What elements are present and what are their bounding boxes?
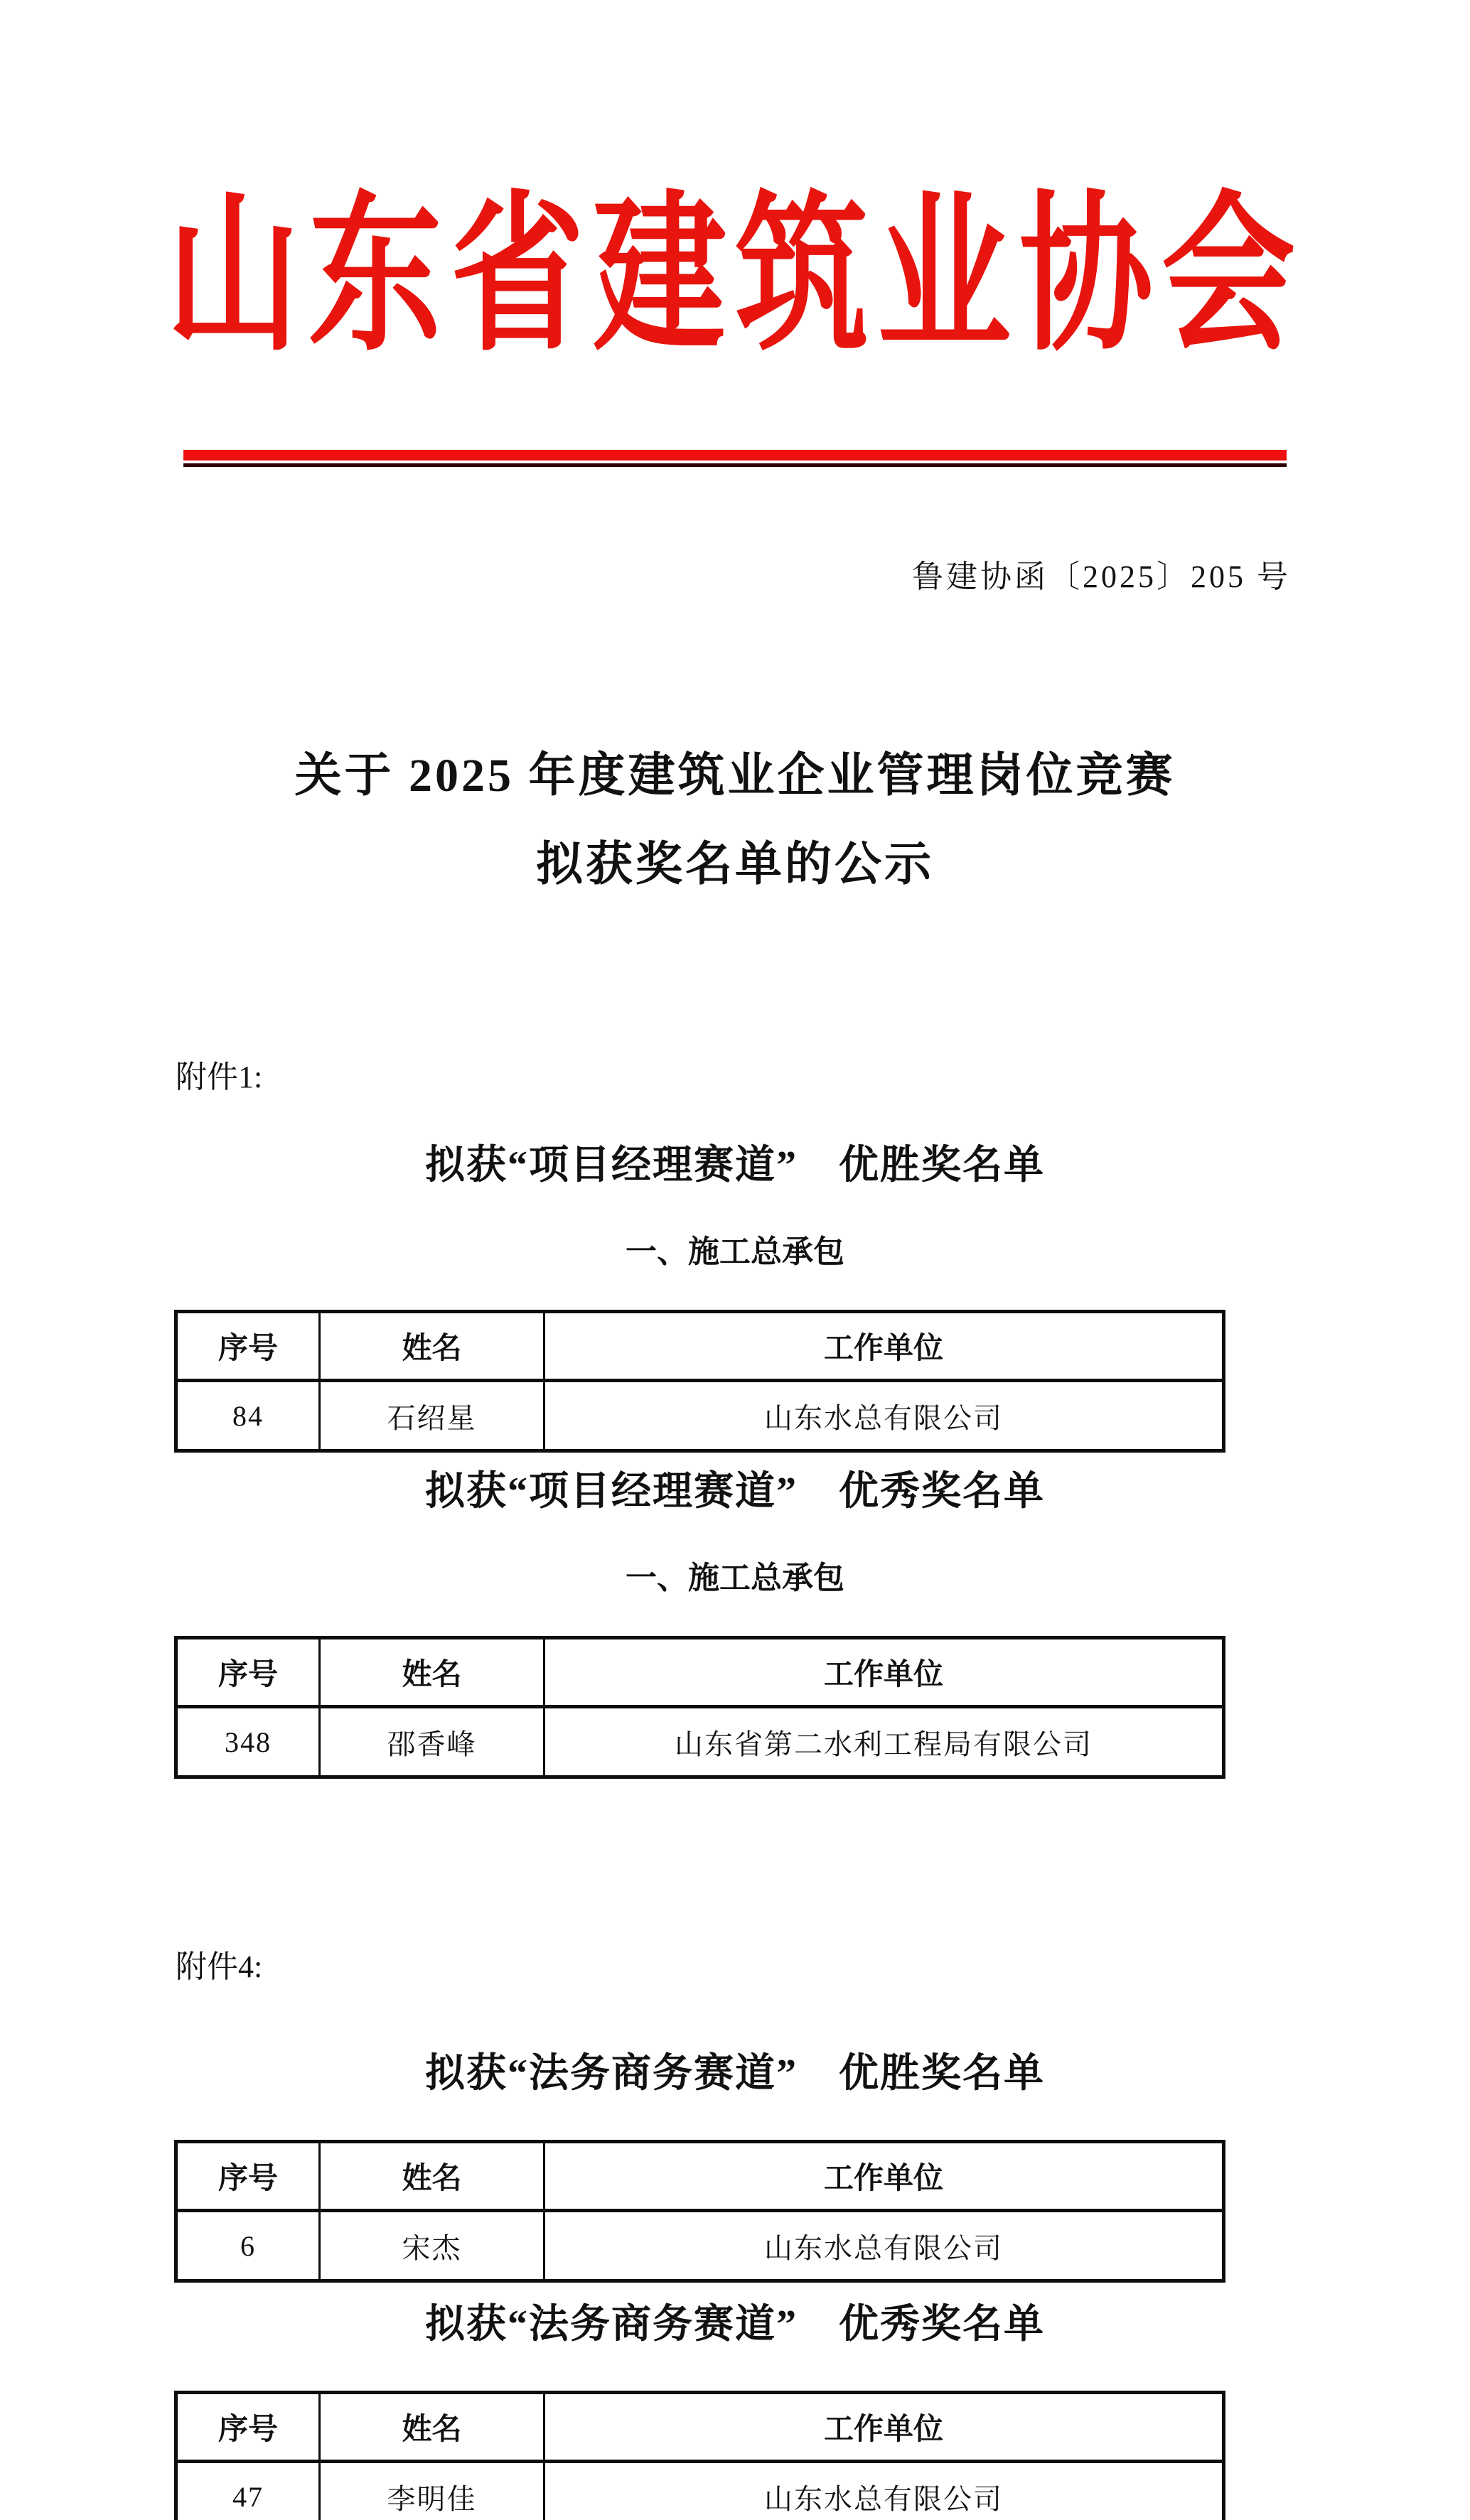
letterhead-separator bbox=[183, 450, 1287, 467]
table-row bbox=[176, 1707, 1224, 1777]
cell-name: 李明佳 bbox=[320, 2462, 544, 2520]
cell-employer: 山东省第二水利工程局有限公司 bbox=[544, 1707, 1224, 1777]
cell-serial: 84 bbox=[176, 1381, 320, 1451]
table-header-row bbox=[176, 2393, 1224, 2462]
letterhead-separator-thin-line bbox=[183, 463, 1287, 467]
cell-employer: 山东水总有限公司 bbox=[544, 2211, 1224, 2281]
cell-employer: 山东水总有限公司 bbox=[544, 2462, 1224, 2520]
table-header-serial: 序号 bbox=[176, 2393, 320, 2462]
attachment1-excellence-subheading: 一、施工总承包 bbox=[626, 1561, 844, 1595]
cell-serial: 47 bbox=[176, 2462, 320, 2520]
table-row bbox=[176, 2462, 1224, 2520]
table-row bbox=[176, 2211, 1224, 2281]
table-header-name: 姓名 bbox=[320, 2393, 544, 2462]
table-header-employer: 工作单位 bbox=[544, 1312, 1224, 1381]
table-header-row bbox=[176, 1638, 1224, 1707]
table-header-employer: 工作单位 bbox=[544, 1638, 1224, 1707]
attachment4-label: 附件4: bbox=[176, 1949, 263, 1984]
table-header-employer: 工作单位 bbox=[544, 2393, 1224, 2462]
letterhead-separator-bar bbox=[183, 450, 1287, 461]
table-header-name: 姓名 bbox=[320, 1312, 544, 1381]
attachment1-winner-subheading: 一、施工总承包 bbox=[626, 1234, 844, 1269]
attachment1-excellence-table bbox=[174, 1636, 1225, 1779]
main-title-line2: 拟获奖名单的公示 bbox=[536, 839, 934, 890]
table-header-row bbox=[176, 1312, 1224, 1381]
org-letterhead-text: 山东省建筑业协会 bbox=[166, 181, 1304, 372]
attachment4-winner-table bbox=[174, 2140, 1225, 2283]
cell-name: 宋杰 bbox=[320, 2211, 544, 2281]
main-title-line1: 关于 2025 年度建筑业企业管理岗位竞赛 bbox=[294, 750, 1176, 802]
table-header-name: 姓名 bbox=[320, 2142, 544, 2211]
attachment1-winner-heading: 拟获“项目经理赛道” 优胜奖名单 bbox=[425, 1143, 1045, 1188]
cell-serial: 6 bbox=[176, 2211, 320, 2281]
table-header-row bbox=[176, 2142, 1224, 2211]
attachment4-excellence-heading: 拟获“法务商务赛道” 优秀奖名单 bbox=[425, 2303, 1045, 2347]
attachment1-label: 附件1: bbox=[176, 1060, 263, 1094]
doc-reference-number: 鲁建协函〔2025〕205 号 bbox=[912, 559, 1291, 594]
cell-serial: 348 bbox=[176, 1707, 320, 1777]
table-header-serial: 序号 bbox=[176, 1638, 320, 1707]
org-letterhead-title bbox=[0, 181, 1470, 372]
main-title bbox=[0, 731, 1470, 909]
table-row bbox=[176, 1381, 1224, 1451]
table-header-employer: 工作单位 bbox=[544, 2142, 1224, 2211]
table-header-serial: 序号 bbox=[176, 2142, 320, 2211]
attachment1-excellence-heading: 拟获“项目经理赛道” 优秀奖名单 bbox=[425, 1470, 1045, 1514]
table-header-serial: 序号 bbox=[176, 1312, 320, 1381]
table-header-name: 姓名 bbox=[320, 1638, 544, 1707]
attachment4-winner-heading: 拟获“法务商务赛道” 优胜奖名单 bbox=[425, 2052, 1045, 2096]
attachment1-winner-table bbox=[174, 1310, 1225, 1453]
attachment4-excellence-table bbox=[174, 2391, 1225, 2520]
cell-employer: 山东水总有限公司 bbox=[544, 1381, 1224, 1451]
cell-name: 邵香峰 bbox=[320, 1707, 544, 1777]
cell-name: 石绍星 bbox=[320, 1381, 544, 1451]
